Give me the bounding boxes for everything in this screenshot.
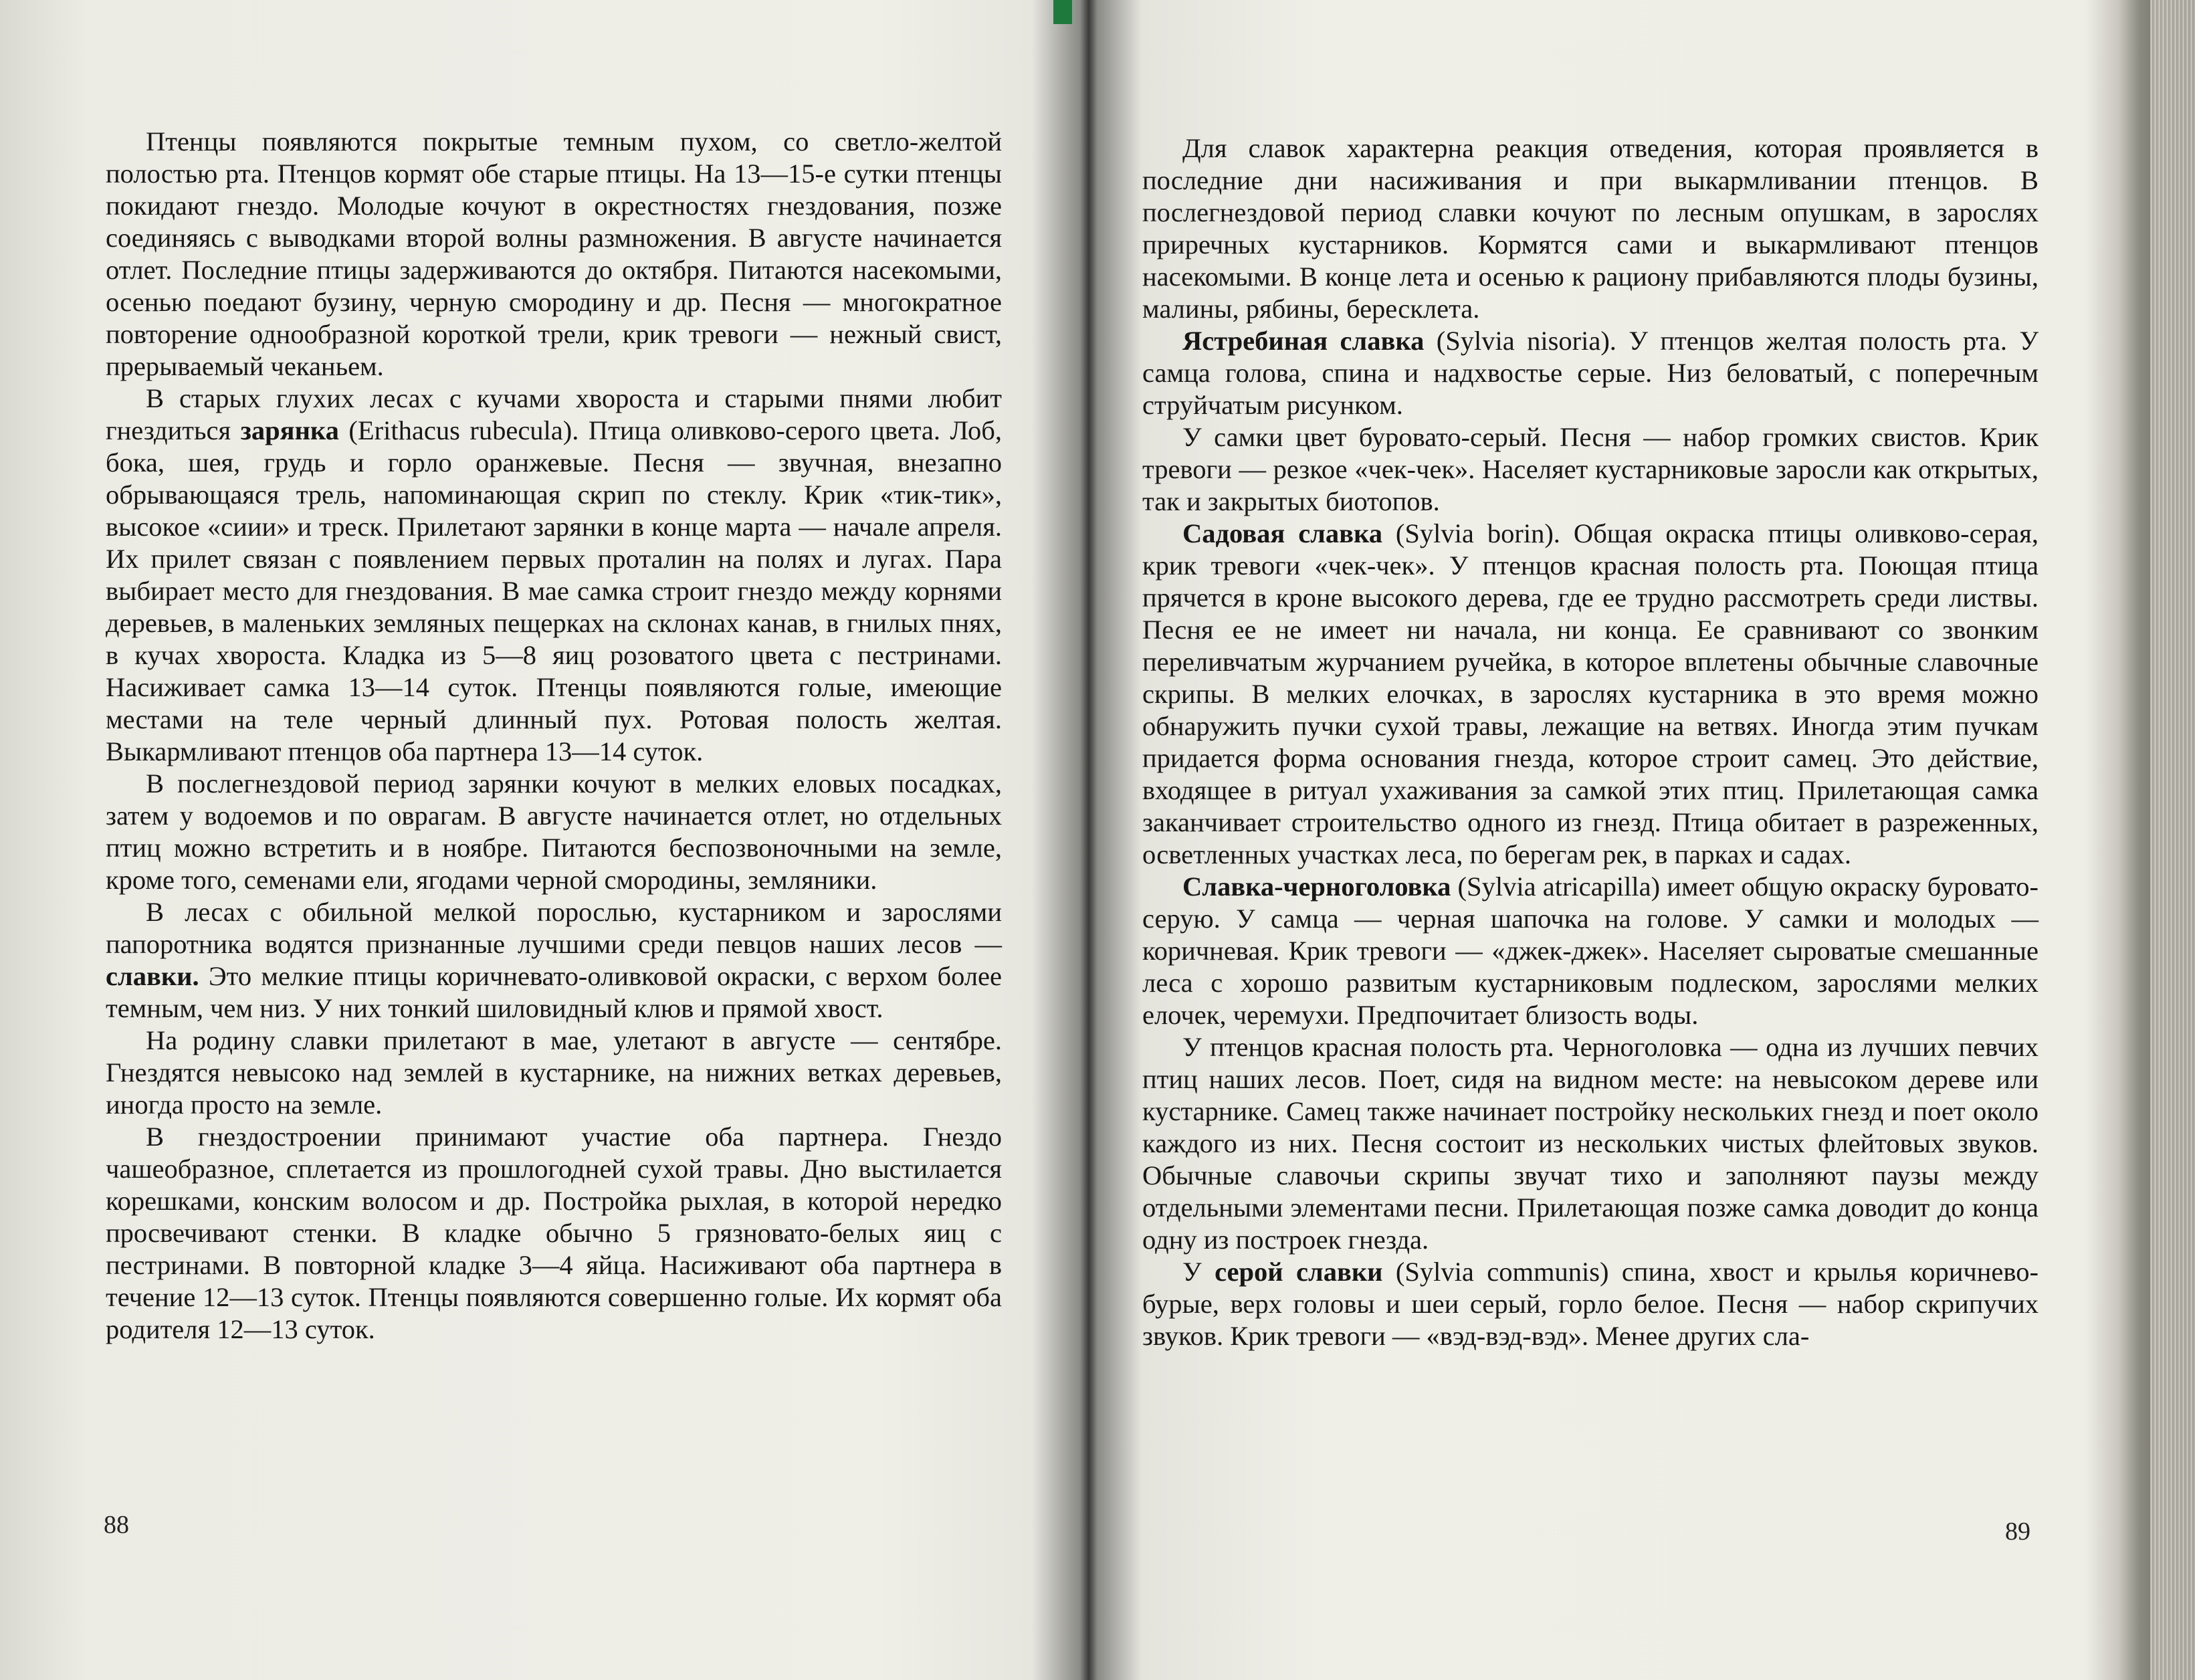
species-term: Ястребиная славка — [1182, 326, 1425, 356]
paragraph: В послегнездовой период зарянки кочуют в мелких еловых посадках, затем у водоемов и по оврагам. В августе начинается отлет, но отдельных птиц можно встретить и в ноябре. Питаются беспозвоночными на земле, кроме того, семенами ели, ягодами черной смородины, земляники. — [106, 768, 1002, 895]
paragraph-text: У — [1182, 1257, 1215, 1287]
paragraph — [1142, 518, 2039, 871]
paragraph-text: В лесах с обильной мелкой порослью, кустарником и зарослями папоротника водятся признанные лучшими среди певцов наших лесов — — [106, 897, 1002, 959]
paragraph-text: (Sylvia nisoria). У птенцов желтая полость рта. У самца голова, спина и надхвостье серые. Низ беловатый, с поперечным струйчатым рисунком. — [1142, 326, 2039, 420]
paragraph: У птенцов красная полость рта. Черноголовка — одна из лучших певчих птиц наших лесов. Поет, сидя на видном месте: на невысоком дереве или кустарнике. Самец также начинает постройку нескольких гнезд и поет около каждого из них. Песня состоит из нескольких чистых флейтовых звуков. Обычные славочьи скрипы звучат тихо и заполняют паузы между отдельными элементами песни. Прилетающая позже самка доводит до конца одну из построек гнезда. — [1142, 1032, 2039, 1255]
page-edges — [2150, 0, 2195, 1680]
species-term: славки. — [106, 961, 199, 991]
paragraph — [1142, 871, 2039, 1031]
left-page — [0, 0, 1070, 1680]
page-number: 89 — [2005, 1517, 2030, 1546]
paragraph: У самки цвет буровато-серый. Песня — набор громких свистов. Крик тревоги — резкое «чек-чек». Населяет кустарниковые заросли как открытых, так и закрытых биотопов. — [1142, 422, 2039, 516]
paragraph-text: (Sylvia atricapilla) имеет общую окраску буровато-серую. У самца — черная шапочка на голове. У самки и молодых — коричневая. Крик тревоги — «джек-джек». Населяет сыроватые смешанные леса с хорошо развитым кустарниковым подлеском, зарослями мелких елочек, черемухи. Предпочитает близость воды. — [1142, 871, 2039, 1030]
species-term: зарянка — [240, 415, 339, 445]
left-page-text — [106, 126, 1002, 1346]
species-term: Славка-черноголовка — [1182, 871, 1451, 902]
paragraph-text: (Sylvia borin). Общая окраска птицы оливково-серая, крик тревоги «чек-чек». У птенцов красная полость рта. Поющая птица прячется в кроне высокого дерева, где ее трудно рассмотреть среди листвы. Песня ее не имеет ни начала, ни конца. Ее сравнивают со звонким переливчатым журчанием ручейка, в которое вплетены обычные славочные скрипы. В мелких елочках, в зарослях кустарника в это время можно обнаружить пучки сухой травы, лежащие на ветвях. Иногда этим пучкам придается форма основания гнезда, которое строит самец. Это действие, входящее в ритуал ухаживания за самкой этих птиц. Прилетающая самка заканчивает строительство одного из гнезд. Птица обитает в разреженных, осветленных участках леса, по берегам рек, в парках и садах. — [1142, 518, 2039, 869]
paragraph: В гнездостроении принимают участие оба партнера. Гнездо чашеобразное, сплетается из прошлогодней сухой травы. Дно выстилается корешками, конским волосом и др. Постройка рыхлая, в которой нередко просвечивают стенки. В кладке обычно 5 грязновато-белых яиц с пестринами. В повторной кладке 3—4 яйца. Насиживают оба партнера в течение 12—13 суток. Птенцы появляются совершенно голые. Их кормят оба родителя 12—13 суток. — [106, 1122, 1002, 1344]
paragraph — [1142, 1256, 2039, 1352]
species-term: серой славки — [1215, 1257, 1383, 1287]
right-page — [1070, 0, 2150, 1680]
paragraph — [106, 383, 1002, 768]
page-number: 88 — [104, 1511, 129, 1539]
right-page-text — [1142, 132, 2039, 1352]
paragraph: Птенцы появляются покрытые темным пухом, со светло-желтой полостью рта. Птенцов кормят обе старые птицы. На 13—15-е сутки птенцы покидают гнездо. Молодые кочуют в окрестностях гнездования, позже соединяясь с выводками второй волны размножения. В августе начинается отлет. Последние птицы задерживаются до октября. Питаются насекомыми, осенью поедают бузину, черную смородину и др. Песня — многократное повторение однообразной короткой трели, крик тревоги — нежный свист, прерываемый чеканьем. — [106, 126, 1002, 381]
paragraph-text: (Erithacus rubecula). Птица оливково-серого цвета. Лоб, бока, шея, грудь и горло оранжевые. Песня — звучная, внезапно обрывающаяся трель, напоминающая скрип по стеклу. Крик «тик-тик», высокое «сиии» и треск. Прилетают зарянки в конце марта — начале апреля. Их прилет связан с появлением первых проталин на полях и лугах. Пара выбирает место для гнездования. В мае самка строит гнездо между корнями деревьев, в маленьких земляных пещерках на склонах канав, в гнилых пнях, в кучах хвороста. Кладка из 5—8 яиц розоватого цвета с пестринами. Насиживает самка 13—14 суток. Птенцы появляются голые, имеющие местами на теле черный длинный пух. Ротовая полость желтая. Выкармливают птенцов оба партнера 13—14 суток. — [106, 415, 1002, 766]
paragraph: Для славок характерна реакция отведения, которая проявляется в последние дни насиживания и при выкармливании птенцов. В послегнездовой период славки кочуют по лесным опушкам, в зарослях приречных кустарников. Кормятся сами и выкармливают птенцов насекомыми. В конце лета и осенью к рациону прибавляются плоды бузины, малины, рябины, бересклета. — [1142, 133, 2039, 324]
paragraph-text: (Sylvia communis) спина, хвост и крылья коричнево-бурые, верх головы и шеи серый, горло белое. Песня — набор скрипучих звуков. Крик тревоги — «вэд-вэд-вэд». Менее других сла- — [1142, 1257, 2039, 1351]
species-term: Садовая славка — [1182, 518, 1382, 548]
paragraph-text: В старых глухих лесах с кучами хвороста и старыми пнями любит гнездиться — [106, 383, 1002, 445]
paragraph: На родину славки прилетают в мае, улетают в августе — сентябре. Гнездятся невысоко над землей в кустарнике, на нижних ветках деревьев, иногда просто на земле. — [106, 1025, 1002, 1120]
paragraph-text: Это мелкие птицы коричневато-оливковой окраски, с верхом более темным, чем низ. У них тонкий шиловидный клюв и прямой хвост. — [106, 961, 1002, 1023]
paragraph — [1142, 325, 2039, 421]
paragraph — [106, 896, 1002, 1025]
